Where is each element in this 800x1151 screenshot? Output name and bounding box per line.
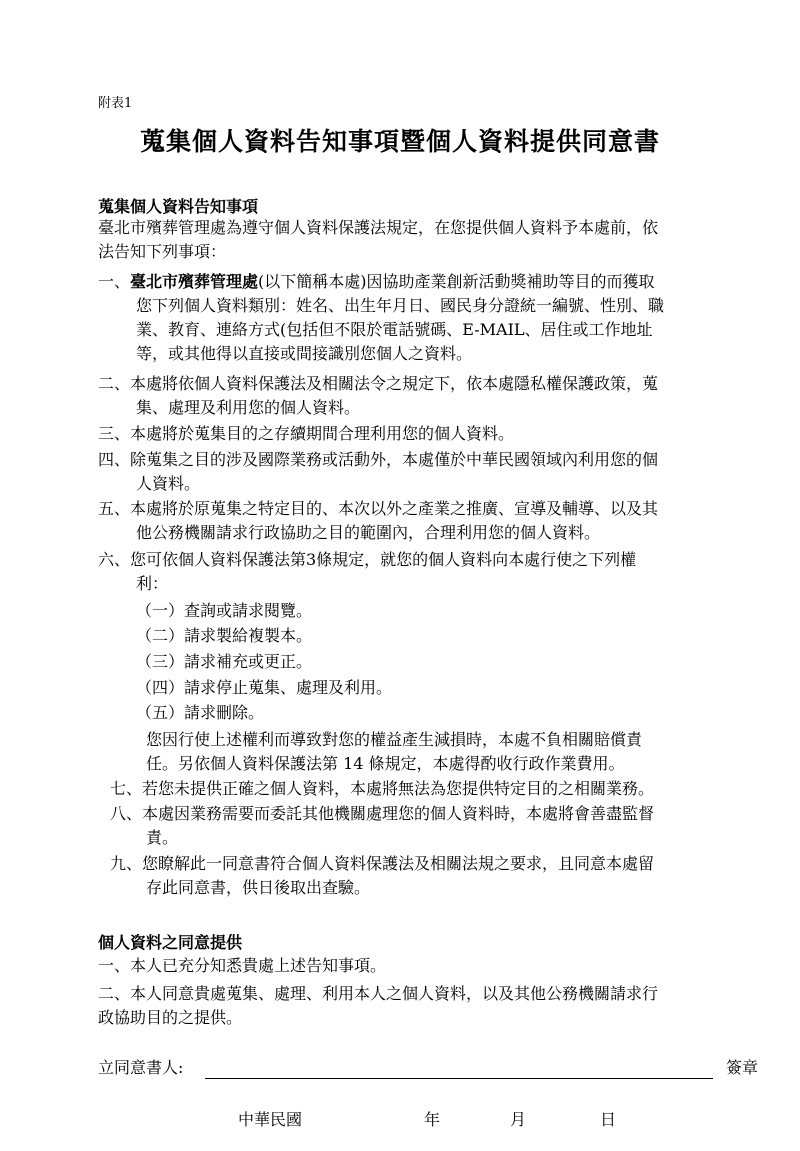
consent-line: 一、本人已充分知悉貴處上述告知事項。 — [98, 956, 387, 975]
notice-item-1 — [98, 270, 655, 294]
right-item: （五）請求刪除。 — [136, 703, 265, 722]
notice-item-3: 三、本處將於蒐集目的之存續期間合理利用您的個人資料。 — [98, 424, 515, 443]
signature-line[interactable] — [205, 1078, 713, 1079]
notice-item-5: 五、本處將於原蒐集之特定目的、本次以外之產業之推廣、宣導及輔導、以及其 — [98, 499, 659, 518]
document-title: 蒐集個人資料告知事項暨個人資料提供同意書 — [139, 127, 660, 156]
notice-line: 等，或其他得以直接或間接識別您個人之資料。 — [136, 344, 473, 363]
date-era: 中華民國 — [238, 1110, 303, 1129]
intro-line: 法告知下列事項： — [98, 242, 227, 261]
consent-line: 二、本人同意貴處蒐集、處理、利用本人之個人資料，以及其他公務機關請求行 — [98, 984, 659, 1003]
notice-line: 利： — [136, 574, 169, 593]
right-item: （二）請求製給複製本。 — [136, 626, 313, 645]
notice-item-2: 二、本處將依個人資料保護法及相關法令之規定下，依本處隱私權保護政策，蒐 — [98, 374, 659, 393]
notice-line: 您下列個人資料類別：姓名、出生年月日、國民身分證統一編號、性別、職 — [136, 296, 665, 315]
intro-line: 臺北市殯葬管理處為遵守個人資料保護法規定，在您提供個人資料予本處前，依 — [98, 218, 659, 237]
agency-name: 臺北市殯葬管理處 — [130, 272, 259, 291]
right-item: （一）查詢或請求閱覽。 — [136, 601, 313, 620]
stamp-label: 簽章 — [726, 1058, 759, 1077]
rights-note: 您因行使上述權利而導致對您的權益產生減損時，本處不負相關賠償責 — [146, 730, 643, 749]
signer-label: 立同意書人: — [98, 1058, 184, 1077]
notice-line: 存此同意書，供日後取出查驗。 — [146, 878, 371, 897]
consent-line: 政協助目的之提供。 — [98, 1008, 243, 1027]
notice-item-6: 六、您可依個人資料保護法第3條規定，就您的個人資料向本處行使之下列權 — [98, 550, 637, 569]
date-day: 日 — [600, 1110, 617, 1129]
date-year: 年 — [424, 1110, 441, 1129]
notice-heading: 蒐集個人資料告知事項 — [98, 197, 259, 216]
right-item: （三）請求補充或更正。 — [136, 652, 313, 671]
notice-item-4: 四、除蒐集之目的涉及國際業務或活動外，本處僅於中華民國領域內利用您的個 — [98, 450, 659, 469]
consent-heading: 個人資料之同意提供 — [98, 933, 243, 952]
right-item: （四）請求停止蒐集、處理及利用。 — [136, 678, 393, 697]
notice-line: 人資料。 — [136, 474, 201, 493]
appendix-label: 附表1 — [98, 96, 133, 111]
item-marker: 一、 — [98, 272, 131, 291]
notice-line: 業、教育、連絡方式(包括但不限於電話號碼、E-MAIL、居住或工作地址 — [136, 320, 653, 339]
notice-line: 責。 — [146, 828, 179, 847]
notice-item-9: 九、您瞭解此一同意書符合個人資料保護法及相關法規之要求，且同意本處留 — [110, 854, 655, 873]
date-month: 月 — [510, 1110, 527, 1129]
notice-line: 集、處理及利用您的個人資料。 — [136, 398, 361, 417]
notice-item-7: 七、若您未提供正確之個人資料，本處將無法為您提供特定目的之相關業務。 — [110, 779, 655, 798]
notice-line: 他公務機關請求行政協助之目的範圍內，合理利用您的個人資料。 — [136, 523, 601, 542]
item-text: (以下簡稱本處)因協助產業創新活動獎補助等目的而獲取 — [258, 272, 655, 291]
rights-note: 任。另依個人資料保護法第 14 條規定，本處得酌收行政作業費用。 — [146, 754, 625, 773]
notice-item-8: 八、本處因業務需要而委託其他機關處理您的個人資料時，本處將會善盡監督 — [110, 804, 655, 823]
